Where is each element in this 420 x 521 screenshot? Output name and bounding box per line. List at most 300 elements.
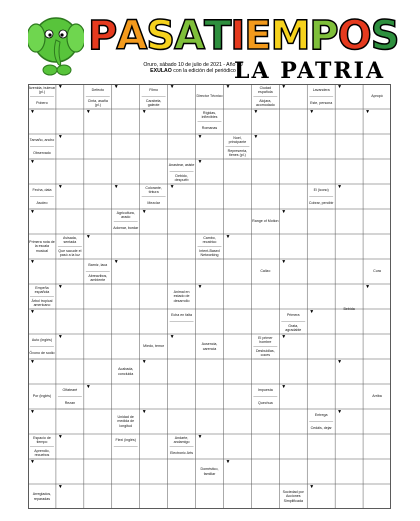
answer-cell[interactable]	[196, 159, 224, 184]
answer-cell[interactable]	[223, 309, 251, 334]
answer-cell[interactable]	[56, 159, 84, 184]
answer-cell[interactable]	[84, 334, 112, 359]
clue-cell	[196, 85, 223, 109]
answer-cell[interactable]	[335, 84, 363, 109]
answer-cell[interactable]	[363, 209, 391, 234]
clue-cell	[84, 97, 111, 109]
answer-cell[interactable]	[279, 384, 307, 409]
answer-cell[interactable]	[196, 359, 224, 384]
answer-cell[interactable]	[251, 434, 279, 459]
answer-cell[interactable]	[279, 84, 307, 109]
arrow-down-icon: ▼	[57, 484, 63, 490]
answer-cell[interactable]	[363, 309, 391, 334]
answer-cell[interactable]	[140, 134, 168, 159]
answer-cell[interactable]	[363, 434, 391, 459]
answer-cell[interactable]	[56, 309, 84, 334]
answer-cell[interactable]	[251, 484, 279, 509]
clue-cell	[29, 385, 56, 409]
clue-text: Asoleo	[36, 200, 48, 205]
arrow-down-icon: ▼	[281, 209, 287, 215]
answer-cell[interactable]	[363, 484, 391, 509]
clue-text: Noel, principante	[228, 136, 247, 145]
answer-cell[interactable]	[307, 234, 335, 259]
clue-cell	[29, 435, 56, 447]
clue-cell	[29, 347, 56, 359]
arrow-down-icon: ▼	[281, 334, 287, 340]
clue-cell	[56, 397, 83, 409]
clue-text: Apropó	[371, 94, 383, 99]
clue-cell	[196, 335, 223, 359]
clue-cell	[308, 197, 335, 209]
answer-cell[interactable]	[112, 484, 140, 509]
arrow-down-icon: ▼	[281, 259, 287, 265]
answer-cell[interactable]	[140, 234, 168, 259]
arrow-down-icon: ▼	[197, 434, 203, 440]
answer-cell[interactable]	[335, 334, 363, 359]
arrow-down-icon: ▼	[141, 409, 147, 415]
answer-cell[interactable]	[307, 134, 335, 159]
answer-cell[interactable]	[279, 109, 307, 134]
answer-cell[interactable]	[112, 284, 140, 309]
answer-cell[interactable]	[251, 234, 279, 259]
clue-cell	[56, 247, 83, 259]
answer-cell[interactable]	[307, 259, 335, 284]
clue-cell	[364, 85, 391, 109]
clue-text: Miedo, temor	[143, 344, 165, 349]
arrow-down-icon: ▼	[30, 409, 35, 415]
answer-cell[interactable]	[279, 284, 307, 309]
answer-cell[interactable]	[363, 284, 391, 309]
clue-text: Aprendio, recuebos	[34, 448, 50, 457]
clue-cell	[140, 197, 167, 209]
arrow-down-icon: ▼	[365, 284, 371, 290]
title-letter: E	[244, 13, 271, 59]
answer-cell[interactable]	[335, 459, 363, 484]
answer-cell[interactable]	[140, 359, 168, 384]
answer-cell[interactable]	[84, 459, 112, 484]
answer-cell[interactable]	[196, 484, 224, 509]
clue-cell	[112, 222, 139, 234]
answer-cell[interactable]	[196, 284, 224, 309]
clue-text: Cambo, recatrico	[202, 236, 217, 245]
arrow-down-icon: ▼	[141, 359, 147, 365]
clue-cell	[84, 260, 111, 272]
clue-text: Rígidas, inflexibles	[201, 111, 218, 120]
arrow-down-icon: ▼	[30, 209, 35, 215]
answer-cell[interactable]	[251, 159, 279, 184]
answer-cell[interactable]	[84, 209, 112, 234]
answer-cell[interactable]	[335, 159, 363, 184]
answer-cell[interactable]	[84, 359, 112, 384]
answer-cell[interactable]	[335, 259, 363, 284]
clue-text: Echa en falta	[171, 313, 193, 318]
answer-cell[interactable]	[223, 84, 251, 109]
answer-cell[interactable]	[251, 309, 279, 334]
answer-cell[interactable]	[251, 459, 279, 484]
answer-cell[interactable]	[223, 284, 251, 309]
clue-cell	[308, 410, 335, 422]
clue-cell	[168, 447, 195, 459]
title-letter: P	[88, 13, 117, 59]
answer-cell[interactable]	[279, 434, 307, 459]
answer-cell[interactable]	[140, 459, 168, 484]
clue-text: Primera	[286, 313, 300, 318]
answer-cell[interactable]	[56, 284, 84, 309]
clue-cell	[29, 85, 56, 97]
clue-text: Carabela, galeote	[145, 98, 162, 107]
answer-cell[interactable]	[279, 134, 307, 159]
answer-cell[interactable]	[223, 459, 251, 484]
clue-cell	[364, 385, 391, 409]
clue-text: Representa, tienes (pl.)	[227, 148, 248, 157]
clue-text: Calizo	[260, 269, 271, 274]
answer-cell[interactable]	[168, 109, 196, 134]
answer-cell[interactable]	[168, 484, 196, 509]
arrow-down-icon: ▼	[169, 184, 175, 190]
arrow-down-icon: ▼	[113, 184, 119, 190]
answer-cell[interactable]	[140, 284, 168, 309]
clue-text: Filmo	[149, 88, 159, 93]
answer-cell[interactable]	[307, 309, 335, 334]
answer-cell[interactable]	[196, 309, 224, 334]
answer-cell[interactable]	[223, 209, 251, 234]
arrow-down-icon: ▼	[30, 259, 35, 265]
arrow-down-icon: ▼	[253, 134, 259, 140]
answer-cell[interactable]	[223, 234, 251, 259]
clue-cell	[252, 85, 279, 97]
answer-cell[interactable]	[363, 459, 391, 484]
answer-cell[interactable]	[56, 184, 84, 209]
clue-text: Agricultura, arado	[116, 211, 135, 220]
clue-text: Colorante, tintura	[145, 186, 162, 195]
answer-cell[interactable]	[363, 334, 391, 359]
answer-cell[interactable]	[335, 109, 363, 134]
arrow-down-icon: ▼	[30, 459, 35, 465]
clue-text: Este, persona	[310, 100, 333, 105]
answer-cell[interactable]	[196, 434, 224, 459]
answer-cell[interactable]	[56, 209, 84, 234]
answer-cell[interactable]	[223, 384, 251, 409]
answer-cell[interactable]	[307, 359, 335, 384]
answer-cell[interactable]	[335, 284, 363, 309]
clue-text: Romanas	[201, 125, 218, 130]
pasatiempos-title	[88, 14, 399, 58]
title-letter: O	[337, 13, 371, 59]
clue-cell	[168, 285, 195, 309]
clue-text: Árbol tropical americano	[31, 298, 53, 307]
answer-cell[interactable]	[112, 184, 140, 209]
clue-text: Cura	[373, 269, 381, 274]
answer-cell[interactable]	[112, 384, 140, 409]
answer-cell[interactable]	[168, 234, 196, 259]
clue-cell	[168, 435, 195, 447]
clue-text: Arriba	[372, 394, 382, 399]
clue-cell	[252, 210, 279, 234]
answer-cell[interactable]	[140, 384, 168, 409]
answer-cell[interactable]	[223, 484, 251, 509]
clue-cell	[112, 360, 139, 384]
clue-text: Sociedad por Acciones Simplificada	[282, 490, 304, 503]
answer-cell[interactable]	[196, 184, 224, 209]
arrow-down-icon: ▼	[57, 284, 63, 290]
answer-cell[interactable]	[56, 359, 84, 384]
clue-text: Empeña española	[34, 286, 50, 295]
answer-cell[interactable]	[363, 159, 391, 184]
arrow-down-icon: ▼	[309, 309, 315, 315]
answer-cell[interactable]	[84, 134, 112, 159]
answer-cell[interactable]	[279, 209, 307, 234]
answer-cell[interactable]	[363, 359, 391, 384]
arrow-down-icon: ▼	[57, 434, 63, 440]
clue-cell	[252, 335, 279, 347]
clue-text: Debido, despuéb	[174, 173, 189, 182]
answer-cell[interactable]	[307, 284, 335, 309]
answer-cell[interactable]	[112, 459, 140, 484]
title-letter: T	[204, 13, 231, 59]
answer-cell[interactable]	[223, 334, 251, 359]
clue-text: Rezan	[64, 400, 76, 405]
answer-cell[interactable]	[56, 134, 84, 159]
clue-text: Entrega	[314, 413, 328, 418]
clue-cell	[252, 97, 279, 109]
clue-cell	[29, 297, 56, 309]
clue-cell	[84, 85, 111, 97]
clue-cell	[84, 272, 111, 284]
clue-cell	[252, 347, 279, 359]
clue-text: Mezclar	[147, 200, 160, 205]
answer-cell[interactable]	[223, 434, 251, 459]
answer-cell[interactable]	[28, 259, 56, 284]
answer-cell[interactable]	[168, 259, 196, 284]
clue-cell	[196, 110, 223, 122]
answer-cell[interactable]	[56, 84, 84, 109]
answer-cell[interactable]	[84, 309, 112, 334]
arrow-down-icon: ▼	[337, 84, 343, 90]
clue-text: Ciudad española	[258, 86, 273, 95]
answer-cell[interactable]	[56, 109, 84, 134]
clue-text: Observado	[33, 150, 51, 155]
clue-cell	[140, 185, 167, 197]
clue-cell	[140, 85, 167, 97]
answer-cell[interactable]	[251, 184, 279, 209]
answer-cell[interactable]	[307, 484, 335, 509]
arrow-down-icon: ▼	[85, 384, 91, 390]
clue-cell	[112, 410, 139, 434]
clue-text: Alojara, acomodado	[255, 98, 275, 107]
clue-cell	[224, 135, 251, 147]
answer-cell[interactable]	[279, 184, 307, 209]
clue-cell	[140, 97, 167, 109]
clue-cell	[168, 310, 195, 322]
answer-cell[interactable]	[140, 484, 168, 509]
answer-cell[interactable]	[279, 459, 307, 484]
answer-cell[interactable]	[84, 234, 112, 259]
answer-cell[interactable]	[307, 159, 335, 184]
clue-text: Óxono de sodio	[29, 350, 55, 355]
answer-cell[interactable]	[56, 334, 84, 359]
answer-cell[interactable]	[168, 409, 196, 434]
answer-cell[interactable]	[84, 159, 112, 184]
arrow-down-icon: ▼	[30, 159, 35, 165]
clue-cell	[56, 235, 83, 247]
answer-cell[interactable]	[335, 184, 363, 209]
arrow-down-icon: ▼	[309, 109, 315, 115]
answer-cell[interactable]	[196, 384, 224, 409]
clue-text: Barniz, laca	[88, 263, 108, 268]
answer-cell[interactable]	[140, 409, 168, 434]
answer-cell[interactable]	[335, 409, 363, 434]
arrow-down-icon: ▼	[225, 84, 231, 90]
clue-text: Cobrar, percibir	[308, 200, 334, 205]
clue-text: Bebida	[343, 306, 355, 311]
arrow-down-icon: ▼	[281, 384, 287, 390]
answer-cell[interactable]	[168, 384, 196, 409]
answer-cell[interactable]	[279, 409, 307, 434]
arrow-down-icon: ▼	[57, 334, 63, 340]
clue-text: Fecha, data	[32, 188, 52, 193]
exclusive-bold: EXULAO	[150, 68, 172, 74]
clue-cell	[308, 422, 335, 434]
answer-cell[interactable]	[56, 459, 84, 484]
answer-cell[interactable]	[223, 259, 251, 284]
clue-text: Unidad de medida de longitud	[117, 415, 135, 428]
answer-cell[interactable]	[140, 259, 168, 284]
answer-cell[interactable]	[335, 209, 363, 234]
answer-cell[interactable]	[223, 184, 251, 209]
answer-cell[interactable]	[112, 159, 140, 184]
answer-cell[interactable]	[140, 159, 168, 184]
clue-text: Acabada, concluida	[118, 367, 134, 376]
answer-cell[interactable]	[196, 409, 224, 434]
arrow-down-icon: ▼	[113, 84, 119, 90]
clue-text: El (icono)	[313, 188, 329, 193]
answer-cell[interactable]	[84, 434, 112, 459]
arrow-down-icon: ▼	[85, 109, 91, 115]
arrow-down-icon: ▼	[197, 134, 203, 140]
clue-text: Director Técnico	[196, 94, 223, 99]
clue-text: Range of Motion	[252, 219, 279, 224]
answer-cell[interactable]	[251, 134, 279, 159]
arrow-down-icon: ▼	[57, 84, 63, 90]
clue-cell	[196, 460, 223, 484]
clue-text: Quechua	[258, 400, 273, 405]
answer-cell[interactable]	[279, 359, 307, 384]
clue-text: Animal en estado de desarrollo	[173, 290, 190, 303]
answer-cell[interactable]	[56, 484, 84, 509]
clue-text: Primera nota de la escala musical	[29, 240, 55, 253]
answer-cell[interactable]	[251, 284, 279, 309]
answer-cell[interactable]	[335, 234, 363, 259]
answer-cell[interactable]	[335, 359, 363, 384]
arrow-down-icon: ▼	[197, 159, 203, 165]
answer-cell[interactable]	[84, 409, 112, 434]
answer-cell[interactable]	[112, 84, 140, 109]
answer-cell[interactable]	[140, 309, 168, 334]
clue-text: Cedáis, dejar	[310, 425, 332, 430]
answer-cell[interactable]	[28, 409, 56, 434]
clue-cell	[252, 397, 279, 409]
answer-cell[interactable]	[168, 134, 196, 159]
clue-text: El primer hombre	[258, 336, 273, 345]
answer-cell[interactable]	[279, 159, 307, 184]
clue-cell	[29, 135, 56, 147]
answer-cell[interactable]	[279, 234, 307, 259]
answer-cell[interactable]	[168, 359, 196, 384]
arrow-down-icon: ▼	[113, 259, 119, 265]
answer-cell[interactable]	[84, 184, 112, 209]
clue-text: Avisada, sentada	[63, 236, 77, 245]
answer-cell[interactable]	[168, 209, 196, 234]
answer-cell[interactable]	[363, 184, 391, 209]
clue-cell	[196, 235, 223, 247]
clue-cell	[280, 485, 307, 509]
clue-cell	[29, 97, 56, 109]
answer-cell[interactable]	[307, 384, 335, 409]
dateline: Oruro, sábado 10 de julio de 2021 - Año 10	[143, 62, 243, 68]
answer-cell[interactable]	[307, 334, 335, 359]
crossword-grid	[28, 84, 391, 509]
answer-cell[interactable]	[112, 134, 140, 159]
answer-cell[interactable]	[223, 109, 251, 134]
answer-cell[interactable]	[196, 209, 224, 234]
answer-cell[interactable]	[112, 334, 140, 359]
answer-cell[interactable]	[223, 409, 251, 434]
answer-cell[interactable]	[307, 459, 335, 484]
answer-cell[interactable]	[112, 109, 140, 134]
answer-cell[interactable]	[335, 434, 363, 459]
answer-cell[interactable]	[279, 259, 307, 284]
answer-cell[interactable]	[335, 484, 363, 509]
answer-cell[interactable]	[84, 384, 112, 409]
answer-cell[interactable]	[363, 234, 391, 259]
answer-cell[interactable]	[112, 309, 140, 334]
clue-cell	[196, 247, 223, 259]
title-letter: A	[174, 13, 205, 59]
arrow-down-icon: ▼	[85, 234, 91, 240]
clue-text: Impuesta	[257, 388, 273, 393]
clue-text: Pobero	[36, 100, 48, 105]
answer-cell[interactable]	[168, 334, 196, 359]
header	[0, 0, 420, 82]
clue-text: Por (inglés)	[32, 394, 52, 399]
answer-cell[interactable]	[56, 434, 84, 459]
clue-cell	[29, 185, 56, 197]
clue-text: Electronic Arts	[170, 450, 194, 455]
arrow-down-icon: ▼	[337, 184, 343, 190]
arrow-down-icon: ▼	[57, 134, 63, 140]
clue-cell	[308, 185, 335, 197]
clue-text: Flexi (inglés)	[115, 438, 136, 443]
clue-text: Auto (inglés)	[31, 338, 53, 343]
answer-cell[interactable]	[363, 409, 391, 434]
arrow-down-icon: ▼	[225, 234, 231, 240]
arrow-down-icon: ▼	[57, 184, 63, 190]
answer-cell[interactable]	[363, 109, 391, 134]
answer-cell[interactable]	[84, 484, 112, 509]
answer-cell[interactable]	[335, 134, 363, 159]
answer-cell[interactable]	[223, 359, 251, 384]
clue-cell	[224, 147, 251, 159]
arrow-down-icon: ▼	[30, 109, 35, 115]
answer-cell[interactable]	[168, 84, 196, 109]
clue-cell	[252, 260, 279, 284]
clue-text: Intent-Based Networking	[199, 248, 220, 257]
answer-cell[interactable]	[140, 434, 168, 459]
arrow-down-icon: ▼	[169, 334, 175, 340]
answer-cell[interactable]	[363, 134, 391, 159]
answer-cell[interactable]	[112, 259, 140, 284]
answer-cell[interactable]	[335, 384, 363, 409]
